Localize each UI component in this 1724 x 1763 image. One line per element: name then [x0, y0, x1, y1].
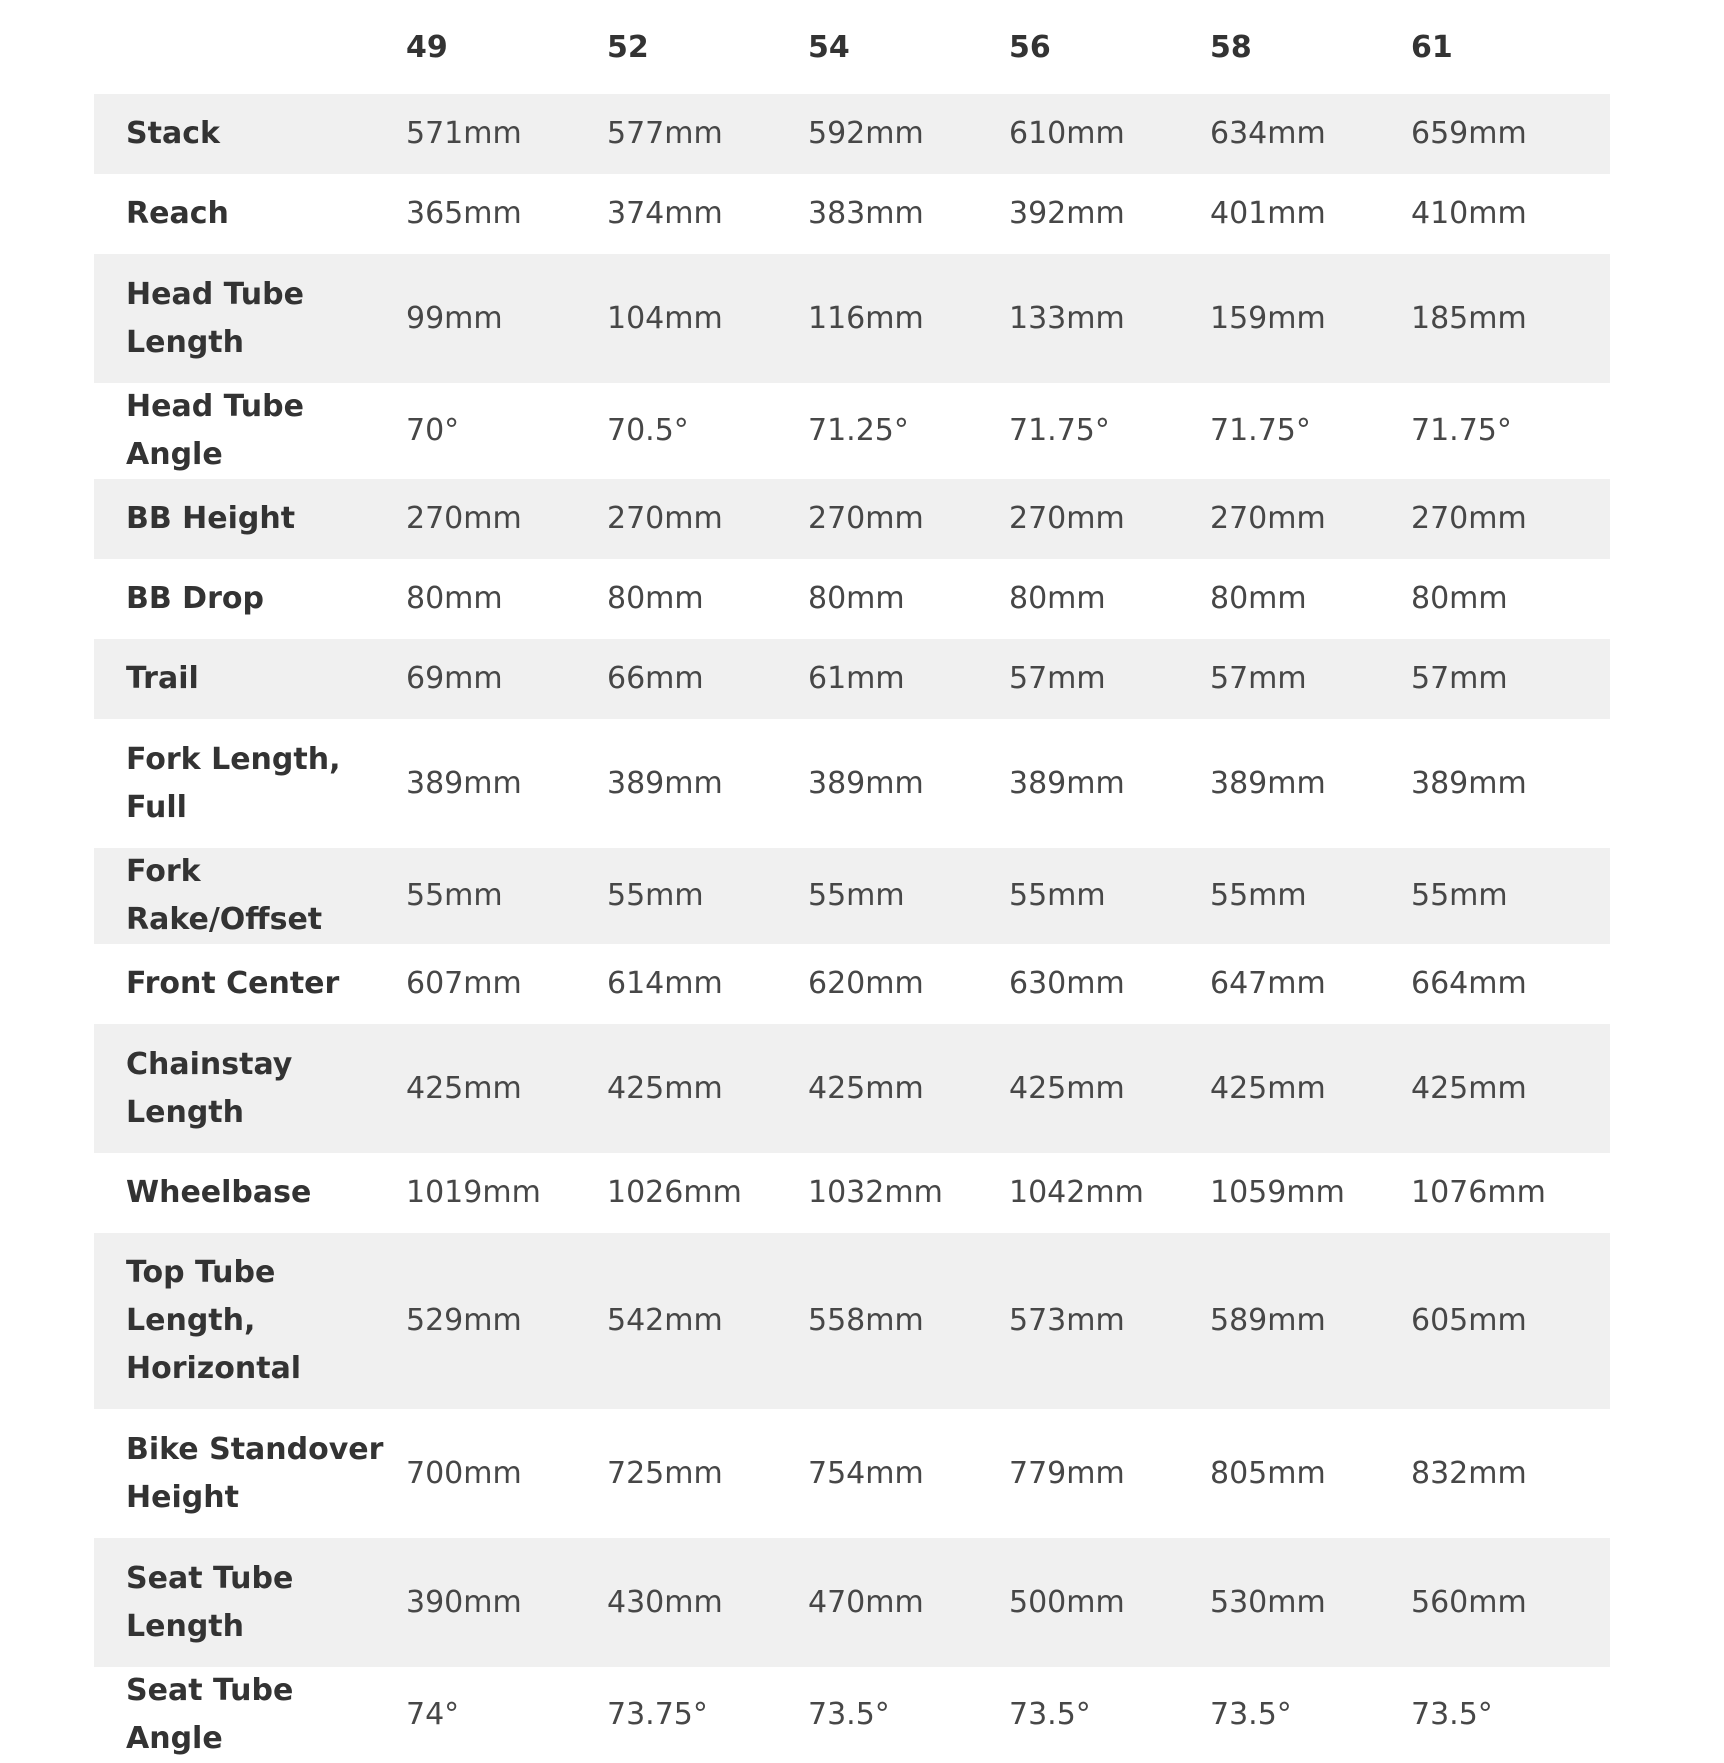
table-cell: 104mm [607, 300, 723, 336]
row-label: Front Center [126, 966, 340, 1001]
table-cell: 374mm [607, 196, 723, 231]
table-cell: 1059mm [1210, 1175, 1345, 1210]
table-row [94, 1024, 1610, 1153]
table-row [94, 848, 1610, 944]
table-row [94, 1538, 1610, 1667]
row-label: Bike Standover Height [126, 1431, 384, 1515]
size-header-row [94, 0, 1610, 94]
table-cell: 425mm [607, 1070, 723, 1106]
table-cell: 55mm [1009, 878, 1106, 913]
table-cell: 55mm [1210, 878, 1307, 913]
table-cell: 71.25° [808, 413, 909, 448]
table-cell: 270mm [406, 501, 522, 536]
table-cell: 80mm [808, 581, 905, 616]
table-cell: 80mm [1210, 581, 1307, 616]
table-cell: 185mm [1411, 300, 1527, 336]
table-cell: 1026mm [607, 1175, 742, 1210]
geometry-table [94, 0, 1610, 1763]
row-label: Seat Tube Length [126, 1560, 294, 1644]
table-cell: 365mm [406, 196, 522, 231]
row-label: Top Tube Length, Horizontal [126, 1255, 302, 1386]
size-header [94, 0, 1610, 94]
table-cell: 55mm [1411, 878, 1508, 913]
table-cell: 73.5° [1210, 1697, 1292, 1732]
table-cell: 500mm [1009, 1584, 1125, 1620]
table-cell: 159mm [1210, 300, 1326, 336]
table-row [94, 639, 1610, 719]
row-label: Head Tube Angle [126, 389, 304, 472]
row-label: Stack [126, 116, 220, 151]
table-row [94, 1233, 1610, 1409]
table-cell: 610mm [1009, 116, 1125, 151]
table-cell: 664mm [1411, 966, 1527, 1001]
row-label: Chainstay Length [126, 1046, 293, 1130]
table-cell: 80mm [1411, 581, 1508, 616]
table-cell: 57mm [1009, 661, 1106, 696]
table-cell: 1076mm [1411, 1175, 1546, 1210]
table-cell: 558mm [808, 1303, 924, 1338]
table-cell: 389mm [406, 765, 522, 801]
table-cell: 430mm [607, 1584, 723, 1620]
row-label: Fork Rake/Offset [126, 854, 323, 937]
size-header-54: 54 [808, 29, 850, 65]
table-cell: 647mm [1210, 966, 1326, 1001]
header-corner [94, 0, 404, 94]
row-label: Trail [126, 661, 199, 696]
table-cell: 659mm [1411, 116, 1527, 151]
table-cell: 425mm [1210, 1070, 1326, 1106]
table-cell: 401mm [1210, 196, 1326, 231]
table-cell: 392mm [1009, 196, 1125, 231]
row-label: Wheelbase [126, 1175, 312, 1210]
table-cell: 73.5° [1411, 1697, 1493, 1732]
table-cell: 1032mm [808, 1175, 943, 1210]
table-cell: 73.75° [607, 1697, 708, 1732]
table-row [94, 174, 1610, 254]
table-cell: 71.75° [1009, 413, 1110, 448]
table-cell: 70° [406, 413, 460, 448]
table-cell: 133mm [1009, 300, 1125, 336]
table-cell: 779mm [1009, 1455, 1125, 1491]
table-cell: 61mm [808, 661, 905, 696]
table-cell: 57mm [1210, 661, 1307, 696]
table-cell: 389mm [607, 765, 723, 801]
table-cell: 529mm [406, 1303, 522, 1338]
table-cell: 700mm [406, 1455, 522, 1491]
row-label: Reach [126, 196, 229, 231]
size-header-58: 58 [1210, 29, 1252, 65]
table-cell: 725mm [607, 1455, 723, 1491]
table-cell: 470mm [808, 1584, 924, 1620]
table-cell: 620mm [808, 966, 924, 1001]
table-cell: 425mm [808, 1070, 924, 1106]
geometry-rows [94, 94, 1610, 1763]
table-cell: 389mm [1411, 765, 1527, 801]
size-header-52: 52 [607, 29, 649, 65]
table-cell: 560mm [1411, 1584, 1527, 1620]
table-cell: 66mm [607, 661, 704, 696]
size-header-56: 56 [1009, 29, 1051, 65]
table-cell: 389mm [1210, 765, 1326, 801]
table-cell: 270mm [1411, 501, 1527, 536]
table-cell: 634mm [1210, 116, 1326, 151]
table-cell: 832mm [1411, 1455, 1527, 1491]
row-label: BB Drop [126, 581, 264, 616]
table-cell: 383mm [808, 196, 924, 231]
table-cell: 577mm [607, 116, 723, 151]
row-label: Fork Length, Full [126, 741, 341, 825]
table-cell: 754mm [808, 1455, 924, 1491]
size-header-49: 49 [406, 29, 448, 65]
table-cell: 630mm [1009, 966, 1125, 1001]
table-cell: 589mm [1210, 1303, 1326, 1338]
table-row [94, 1409, 1610, 1538]
table-cell: 1019mm [406, 1175, 541, 1210]
table-cell: 80mm [1009, 581, 1106, 616]
table-cell: 270mm [808, 501, 924, 536]
table-row [94, 1153, 1610, 1233]
table-cell: 614mm [607, 966, 723, 1001]
table-row [94, 1667, 1610, 1763]
table-row [94, 944, 1610, 1024]
table-cell: 425mm [406, 1070, 522, 1106]
table-cell: 70.5° [607, 413, 689, 448]
table-row [94, 479, 1610, 559]
table-cell: 73.5° [808, 1697, 890, 1732]
table-cell: 592mm [808, 116, 924, 151]
table-cell: 270mm [607, 501, 723, 536]
table-cell: 57mm [1411, 661, 1508, 696]
table-cell: 425mm [1009, 1070, 1125, 1106]
table-cell: 270mm [1009, 501, 1125, 536]
table-cell: 573mm [1009, 1303, 1125, 1338]
table-cell: 425mm [1411, 1070, 1527, 1106]
table-cell: 605mm [1411, 1303, 1527, 1338]
table-cell: 55mm [607, 878, 704, 913]
table-cell: 73.5° [1009, 1697, 1091, 1732]
table-cell: 116mm [808, 300, 924, 336]
row-label: BB Height [126, 501, 296, 536]
table-cell: 1042mm [1009, 1175, 1144, 1210]
table-cell: 607mm [406, 966, 522, 1001]
table-cell: 69mm [406, 661, 503, 696]
table-cell: 80mm [607, 581, 704, 616]
table-cell: 805mm [1210, 1455, 1326, 1491]
table-cell: 80mm [406, 581, 503, 616]
table-cell: 389mm [808, 765, 924, 801]
table-cell: 71.75° [1411, 413, 1512, 448]
size-header-61: 61 [1411, 29, 1453, 65]
table-cell: 410mm [1411, 196, 1527, 231]
table-cell: 542mm [607, 1303, 723, 1338]
table-row [94, 719, 1610, 848]
row-label: Head Tube Length [126, 276, 304, 360]
table-row [94, 94, 1610, 174]
table-row [94, 559, 1610, 639]
table-cell: 71.75° [1210, 413, 1311, 448]
row-label: Seat Tube Angle [126, 1673, 294, 1756]
table-cell: 55mm [406, 878, 503, 913]
table-cell: 270mm [1210, 501, 1326, 536]
table-cell: 571mm [406, 116, 522, 151]
table-cell: 389mm [1009, 765, 1125, 801]
table-cell: 74° [406, 1697, 460, 1732]
table-cell: 390mm [406, 1584, 522, 1620]
table-cell: 530mm [1210, 1584, 1326, 1620]
table-cell: 99mm [406, 300, 503, 336]
table-cell: 55mm [808, 878, 905, 913]
table-row [94, 254, 1610, 383]
table-row [94, 383, 1610, 479]
